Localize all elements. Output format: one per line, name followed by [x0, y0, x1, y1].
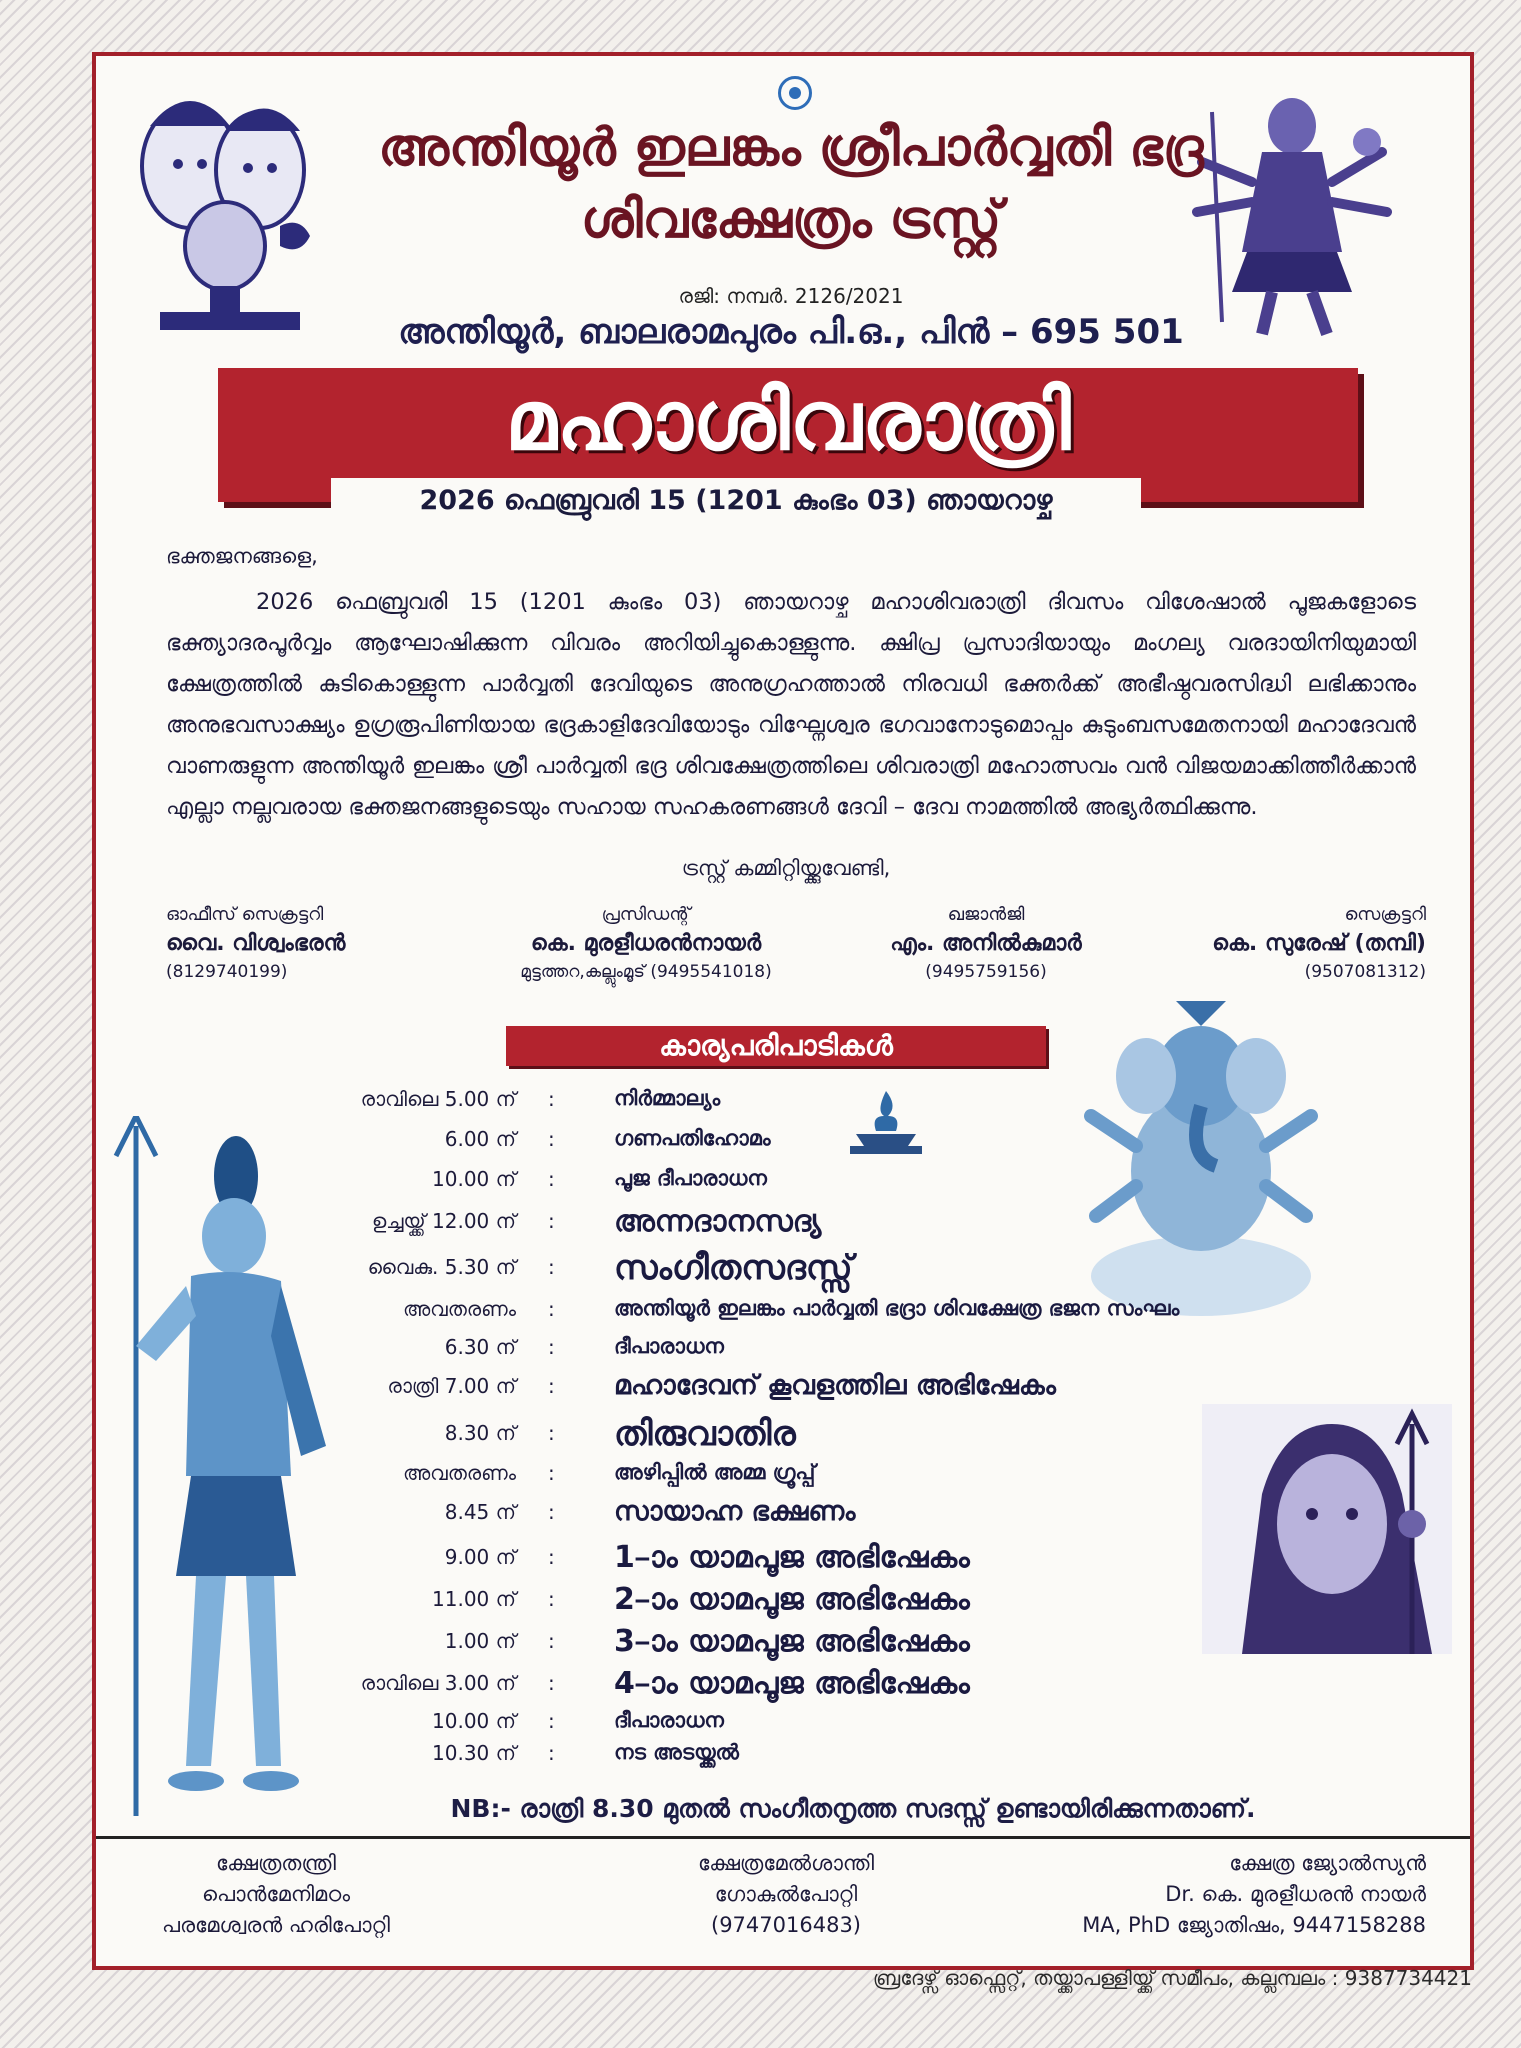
programme-colon: :	[548, 1255, 555, 1279]
programme-time: രാത്രി 7.00 ന്	[387, 1373, 516, 1398]
programme-colon: :	[548, 1373, 555, 1398]
programme-colon: :	[548, 1708, 555, 1733]
programme-time: 6.00 ന്	[444, 1126, 516, 1151]
programme-colon: :	[548, 1086, 555, 1111]
programme-time: 10.30 ന്	[432, 1740, 516, 1765]
programme-event: സായാഹ്ന ഭക്ഷണം	[614, 1496, 856, 1527]
officer-role: സെക്രട്ടറി	[1344, 904, 1426, 925]
footer-melsanthi-name: ഗോകുൽപോറ്റി	[714, 1882, 858, 1906]
programme-time: 11.00 ന്	[432, 1587, 516, 1611]
footer-tantri-name: പരമേശ്വരൻ ഹരിപോറ്റി	[162, 1913, 390, 1937]
programme-event: അന്തിയൂർ ഇലങ്കം പാർവ്വതി ഭദ്രാ ശിവക്ഷേത്ര ഭജന സംഘം	[614, 1296, 1180, 1320]
programme-event: ഗണപതിഹോമം	[614, 1126, 771, 1150]
banner-date: 2026 ഫെബ്രുവരി 15 (1201 കുംഭം 03) ഞായറാഴ്ച	[331, 478, 1141, 524]
footer-melsanthi-title: ക്ഷേത്രമേൽശാന്തി	[697, 1851, 875, 1875]
programme-colon: :	[548, 1629, 555, 1653]
officer-office-secretary	[166, 904, 426, 982]
trust-title-line1: അന്തിയൂർ ഇലങ്കം ശ്രീപാർവ്വതി ഭദ്ര	[378, 118, 1204, 178]
om-emblem-icon	[778, 76, 812, 110]
footer-melsanthi	[616, 1848, 956, 1941]
letter-greeting: ഭക്തജനങ്ങളെ,	[166, 544, 318, 568]
officer-treasurer	[856, 904, 1116, 982]
trust-address: അന്തിയൂർ, ബാലരാമപുരം പി.ഒ., പിൻ – 695 501	[398, 312, 1184, 352]
shiva-parvathi-image	[130, 86, 320, 338]
programme-colon: :	[548, 1209, 555, 1233]
programme-note: NB:- രാത്രി 8.30 മുതൽ സംഗീതനൃത്ത സദസ്സ് ഉണ്ടായിരിക്കുന്നതാണ്.	[450, 1794, 1256, 1823]
programme-time: വൈകു. 5.30 ന്	[367, 1255, 516, 1279]
programme-event: ദീപാരാധന	[614, 1708, 724, 1732]
footer-astrologer-title: ക്ഷേത്ര ജ്യോൽസ്യൻ	[1229, 1851, 1426, 1875]
officer-phone: (9495759156)	[925, 962, 1047, 982]
officer-name: എം. അനിൽകുമാർ	[890, 931, 1082, 956]
programme-colon: :	[548, 1421, 555, 1445]
printer-credit: ബ്രദേഴ്സ് ഓഫ്സെറ്റ്, തയ്ക്കാപള്ളിയ്ക്ക് സമീപം, കല്ലമ്പലം : 9387734421	[872, 1966, 1472, 1990]
programme-time: 8.30 ന്	[444, 1421, 516, 1445]
banner-title: മഹാശിവരാത്രി	[505, 374, 1071, 469]
programme-time: 9.00 ന്	[444, 1545, 516, 1569]
programme-time: അവതരണം	[402, 1460, 516, 1485]
officer-president	[466, 904, 826, 982]
programme-colon: :	[548, 1334, 555, 1359]
officer-name: കെ. മുരളീധരൻനായർ	[530, 931, 762, 956]
footer-divider	[96, 1836, 1470, 1839]
footer-tantri-house: പൊൻമേനിമഠം	[201, 1882, 351, 1906]
programme-event: പൂജ ദീപാരാധന	[614, 1166, 767, 1190]
programme-time: അവതരണം	[402, 1296, 516, 1321]
programme-time: 8.45 ന്	[444, 1499, 516, 1524]
programme-colon: :	[548, 1126, 555, 1151]
programme-event: ദീപാരാധന	[614, 1334, 724, 1358]
officer-name: കെ. സുരേഷ് (തമ്പി)	[1212, 931, 1426, 956]
trust-signoff: ട്രസ്റ്റ് കമ്മിറ്റിയ്ക്കുവേണ്ടി,	[681, 856, 891, 880]
programme-colon: :	[548, 1296, 555, 1321]
officer-role: ഖജാൻജി	[947, 904, 1025, 925]
ganesha-image	[1076, 996, 1326, 1326]
programme-colon: :	[548, 1671, 555, 1695]
letter-body: 2026 ഫെബ്രുവരി 15 (1201 കുംഭം 03) ഞായറാഴ്ച മഹാശിവരാത്രി ദിവസം വിശേഷാൽ പൂജകളോടെ ഭക്ത്യാദരപൂർവ്വം ആഘോഷിക്കുന്ന വിവരം അറിയിച്ചുകൊള്ളുന്നു. ക്ഷിപ്ര പ്രസാദിയായും മംഗല്യ വരദായിനിയുമായി ക്ഷേത്രത്തിൽ കുടികൊള്ളുന്ന പാർവ്വതി ദേവിയുടെ അനുഗ്രഹത്താൽ നിരവധി ഭക്തർക്ക് അഭീഷ്ഠവരസിദ്ധി ലഭിക്കാനും അനുഭവസാക്ഷ്യം ഉഗ്രരൂപിണിയായ ഭദ്രകാളിദേവിയോടും വിഘ്നേശ്വര ഭഗവാനോടുമൊപ്പം കുടുംബസമേതനായി മഹാദേവൻ വാണരുളുന്ന അന്തിയൂർ ഇലങ്കം ശ്രീ പാർവ്വതി ഭദ്ര ശിവക്ഷേത്രത്തിലെ ശിവരാത്രി മഹോത്സവം വൻ വിജയമാക്കിത്തീർക്കാൻ എല്ലാ നല്ലവരായ ഭക്തജനങ്ങളുടെയും സഹായ സഹകരണങ്ങൾ ദേവി – ദേവ നാമത്തിൽ അഭ്യർത്ഥിക്കുന്നു.	[166, 589, 1416, 820]
programme-colon: :	[548, 1166, 555, 1191]
programme-event: തിരുവാതിര	[614, 1414, 796, 1454]
programme-colon: :	[548, 1545, 555, 1569]
officer-role: ഓഫീസ് സെക്രട്ടറി	[166, 904, 324, 925]
footer-tantri	[116, 1848, 436, 1941]
officer-name: വൈ. വിശ്വംഭരൻ	[166, 931, 346, 956]
officer-phone: (8129740199)	[166, 962, 288, 982]
programme-event: 4–ാം യാമപൂജ അഭിഷേകം	[614, 1666, 970, 1701]
programme-heading: കാര്യപരിപാടികൾ	[506, 1026, 1046, 1066]
programme-event: മഹാദേവന് കൂവളത്തില അഭിഷേകം	[614, 1370, 1056, 1401]
programme-colon: :	[548, 1499, 555, 1524]
programme-time: 10.00 ന്	[432, 1166, 516, 1191]
programme-time: 6.30 ന്	[444, 1334, 516, 1359]
poster	[92, 52, 1474, 1970]
programme-time: രാവിലെ 3.00 ന്	[360, 1671, 516, 1695]
programme-colon: :	[548, 1587, 555, 1611]
programme-time: ഉച്ചയ്ക്ക് 12.00 ന്	[371, 1209, 516, 1233]
programme-event: 1–ാം യാമപൂജ അഭിഷേകം	[614, 1540, 970, 1575]
registration-number: രജി: നമ്പർ. 2126/2021	[678, 284, 904, 308]
shiva-standing-image	[96, 1116, 346, 1836]
programme-colon: :	[548, 1740, 555, 1765]
programme-time: രാവിലെ 5.00 ന്	[360, 1086, 516, 1111]
footer-astrologer-name: Dr. കെ. മുരളീധരൻ നായർ	[1165, 1882, 1426, 1906]
programme-event: 2–ാം യാമപൂജ അഭിഷേകം	[614, 1582, 970, 1617]
shiva-portrait-image	[1202, 1404, 1452, 1654]
homa-kundam-icon	[846, 1086, 926, 1156]
footer-astrologer-qualification: MA, PhD ജ്യോതിഷം, 9447158288	[1082, 1913, 1426, 1937]
officer-phone: മുട്ടത്തറ,കല്ലുംമൂട് (9495541018)	[520, 962, 772, 982]
programme-time: 10.00 ന്	[432, 1708, 516, 1733]
footer-tantri-title: ക്ഷേത്രതന്ത്രി	[216, 1851, 336, 1875]
footer-melsanthi-phone: (9747016483)	[711, 1913, 861, 1937]
programme-event: അന്നദാനസദ്യ	[614, 1204, 822, 1239]
programme-event: അഴിപ്പിൽ അമ്മ ഗ്രൂപ്പ്	[614, 1460, 816, 1484]
programme-event: 3–ാം യാമപൂജ അഭിഷേകം	[614, 1624, 970, 1659]
programme-colon: :	[548, 1460, 555, 1485]
officer-role: പ്രസിഡന്റ്	[601, 904, 691, 925]
footer-astrologer	[1006, 1848, 1426, 1941]
programme-time: 1.00 ന്	[444, 1629, 516, 1653]
officer-phone: (9507081312)	[1304, 962, 1426, 982]
officer-secretary	[1126, 904, 1426, 982]
programme-event: നിർമ്മാല്യം	[614, 1086, 721, 1110]
programme-event: നട അടയ്ക്കൽ	[614, 1740, 739, 1764]
programme-event: സംഗീതസദസ്സ്	[614, 1248, 853, 1288]
trust-title-line2: ശിവക്ഷേത്രം ട്രസ്റ്റ്	[580, 190, 1002, 250]
